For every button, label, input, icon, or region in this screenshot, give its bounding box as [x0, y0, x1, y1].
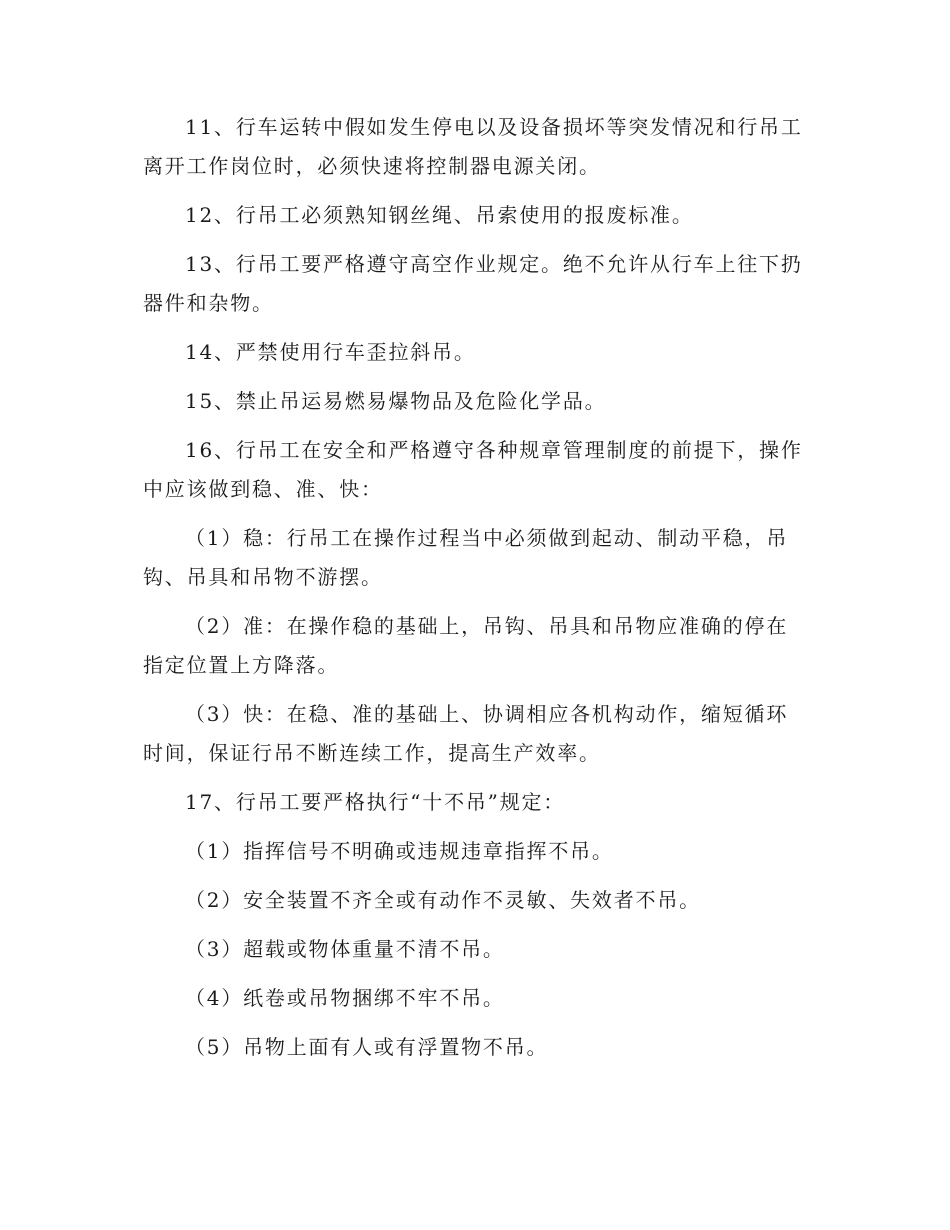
- paragraph-17-item-1: （1）指挥信号不明确或违规违章指挥不吊。: [185, 839, 614, 863]
- document-body: [143, 108, 808, 1067]
- paragraph-13: 13、行吊工要严格遵守高空作业规定。绝不允许从行车上往下扔器件和杂物。: [143, 252, 803, 315]
- paragraph-16-item-3: （3）快：在稳、准的基础上、协调相应各机构动作，缩短循环时间，保证行吊不断连续工作，提高生产效率。: [143, 702, 789, 765]
- paragraph-16: 16、行吊工在安全和严格遵守各种规章管理制度的前提下，操作中应该做到稳、准、快：: [143, 438, 803, 501]
- paragraph-16-item-1: （1）稳：行吊工在操作过程当中必须做到起动、制动平稳，吊钩、吊具和吊物不游摆。: [143, 526, 789, 589]
- paragraph-17-item-2: （2）安全装置不齐全或有动作不灵敏、失效者不吊。: [185, 888, 701, 912]
- paragraph-17-item-5: （5）吊物上面有人或有浮置物不吊。: [185, 1035, 549, 1059]
- paragraph-14: 14、严禁使用行车歪拉斜吊。: [185, 340, 476, 364]
- paragraph-12: 12、行吊工必须熟知钢丝绳、吊索使用的报废标准。: [185, 203, 694, 227]
- paragraph-17-item-4: （4）纸卷或吊物捆绑不牢不吊。: [185, 986, 505, 1010]
- paragraph-17-item-3: （3）超载或物体重量不清不吊。: [185, 937, 505, 961]
- paragraph-15: 15、禁止吊运易燃易爆物品及危险化学品。: [185, 389, 607, 413]
- paragraph-11: 11、行车运转中假如发生停电以及设备损坏等突发情况和行吊工离开工作岗位时，必须快速将控制器电源关闭。: [143, 115, 803, 178]
- paragraph-17: 17、行吊工要严格执行“十不吊”规定：: [185, 790, 566, 814]
- paragraph-16-item-2: （2）准：在操作稳的基础上，吊钩、吊具和吊物应准确的停在指定位置上方降落。: [143, 614, 789, 677]
